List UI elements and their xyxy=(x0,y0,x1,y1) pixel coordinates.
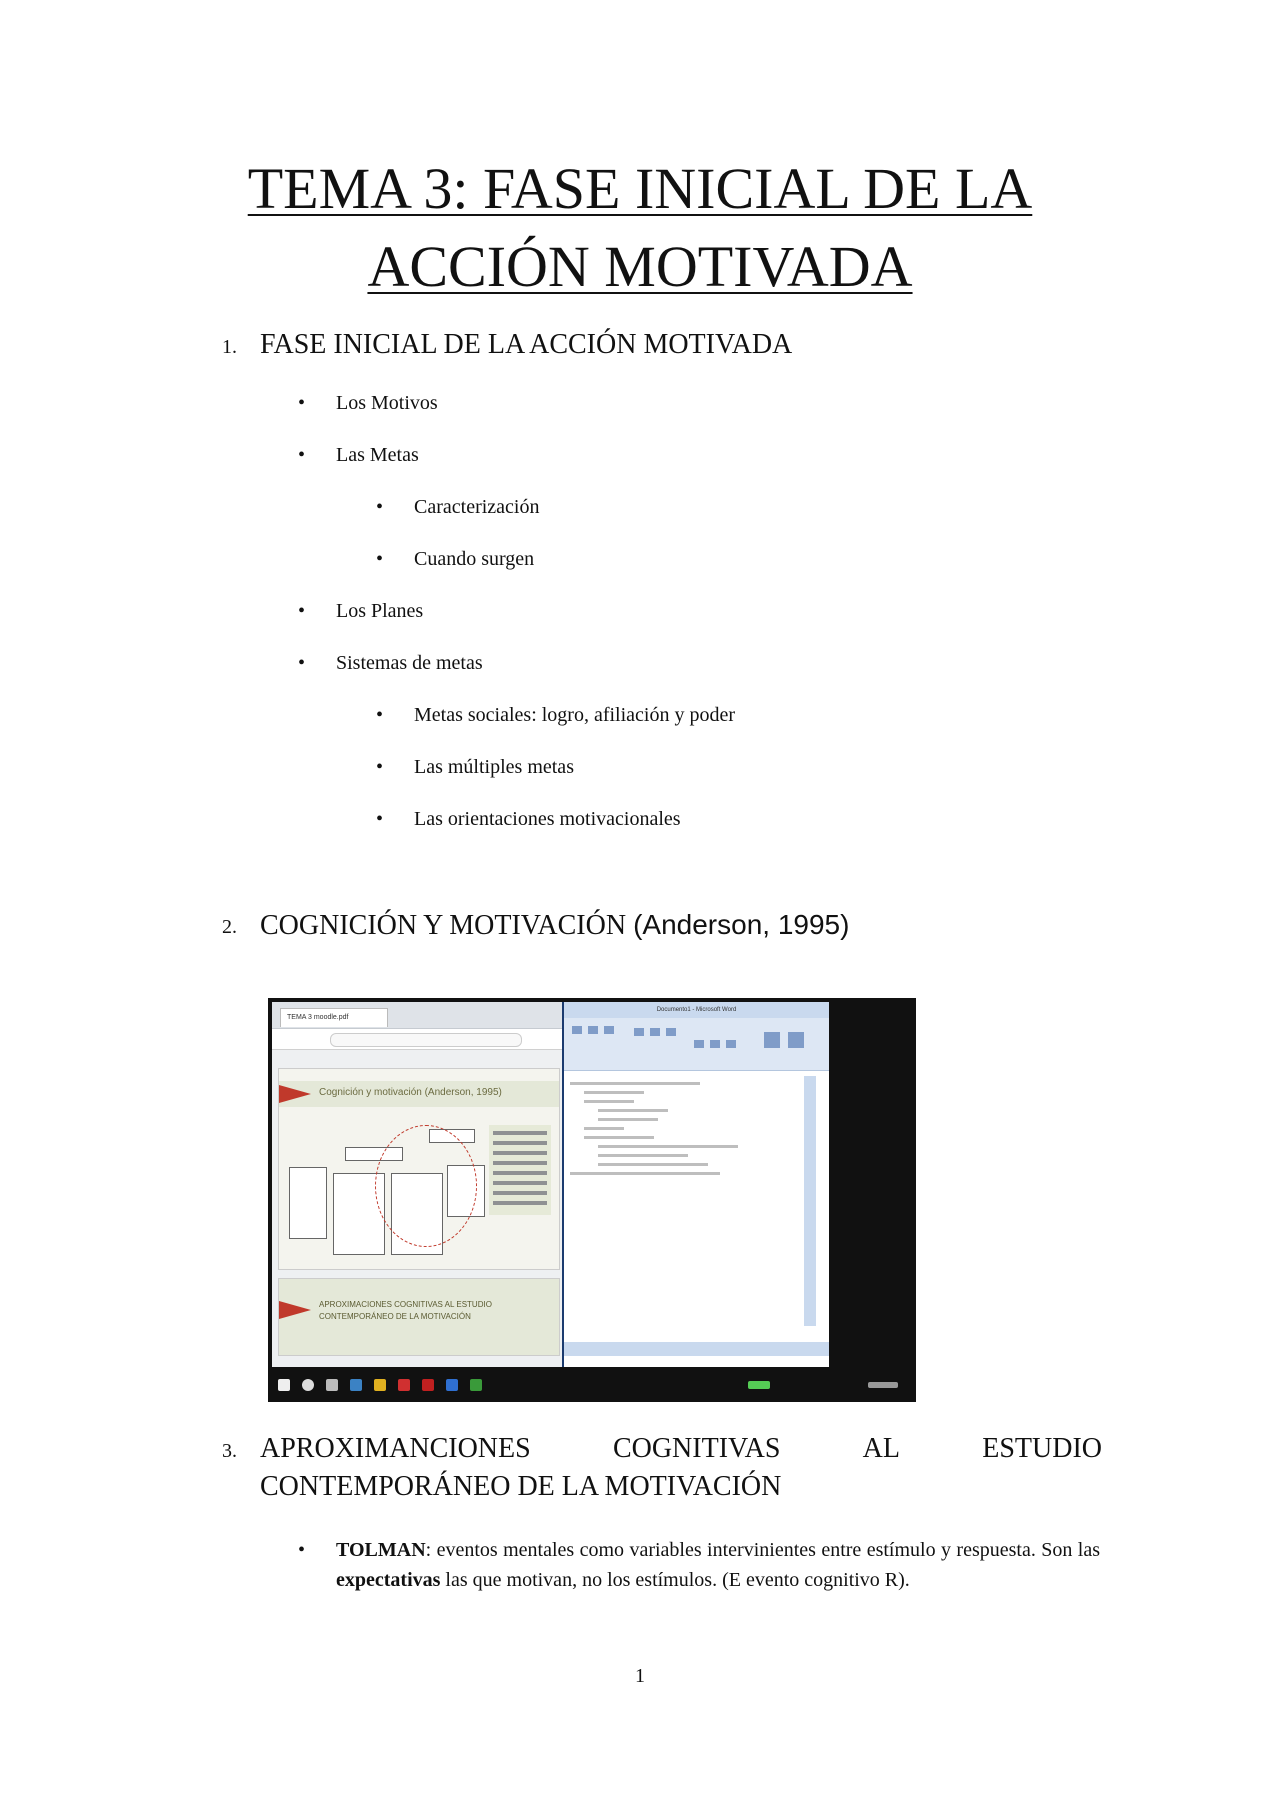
paragraph-part: : eventos mentales como variables intervinientes entre estímulo y respuesta. Son las xyxy=(425,1539,1100,1561)
bullet-icon: • xyxy=(376,548,384,570)
page-number: 1 xyxy=(635,1665,645,1687)
battery-icon xyxy=(748,1381,770,1389)
bullet-icon: • xyxy=(376,808,384,830)
bullet-icon: • xyxy=(376,496,384,518)
word-title-bar: Documento1 - Microsoft Word xyxy=(564,1002,829,1018)
list-item-label: Las Metas xyxy=(336,444,419,466)
bullet-icon: • xyxy=(298,652,306,674)
search-icon xyxy=(302,1379,314,1391)
slide-arrow-icon xyxy=(279,1085,311,1103)
address-input xyxy=(330,1033,522,1047)
page-title xyxy=(200,150,1080,306)
chrome-icon xyxy=(470,1379,482,1391)
section-title xyxy=(260,906,849,945)
browser-tab: TEMA 3 moodle.pdf xyxy=(280,1008,388,1027)
app-icon xyxy=(422,1379,434,1391)
word-document xyxy=(570,1076,800,1326)
list-item-label: Cuando surgen xyxy=(414,548,535,570)
slide-title: Cognición y motivación (Anderson, 1995) xyxy=(319,1087,502,1098)
list-item-label: Las orientaciones motivacionales xyxy=(414,808,681,830)
title-word: AL xyxy=(862,1433,900,1464)
word-icon xyxy=(446,1379,458,1391)
word-status-bar xyxy=(564,1342,829,1356)
list-item-label: Caracterización xyxy=(414,496,540,518)
list-item-label: Metas sociales: logro, afiliación y poder xyxy=(414,704,736,726)
title-line-1: TEMA 3: FASE INICIAL DE LA xyxy=(247,156,1033,221)
section-title-line-1 xyxy=(260,1430,1102,1468)
folder-icon xyxy=(374,1379,386,1391)
embedded-screenshot xyxy=(268,998,916,1402)
list-item-label: Los Planes xyxy=(336,600,424,622)
term-expectativas: expectativas xyxy=(336,1569,441,1591)
word-ribbon xyxy=(564,1018,829,1071)
section-title-line-2: CONTEMPORÁNEO DE LA MOTIVACIÓN xyxy=(260,1471,782,1502)
bullet-icon: • xyxy=(376,756,384,778)
task-view-icon xyxy=(326,1379,338,1391)
edge-icon xyxy=(350,1379,362,1391)
section-number: 2. xyxy=(222,916,237,938)
bullet-icon: • xyxy=(298,444,306,466)
section-number: 3. xyxy=(222,1440,237,1462)
bullet-icon: • xyxy=(376,704,384,726)
slide-side-note xyxy=(489,1125,551,1215)
app-icon xyxy=(398,1379,410,1391)
word-scrollbar xyxy=(804,1076,816,1326)
diagram-box xyxy=(289,1167,327,1239)
title-word: COGNITIVAS xyxy=(612,1433,781,1464)
slide-cognicion xyxy=(278,1068,560,1270)
section-title-reference: (Anderson, 1995) xyxy=(633,909,850,940)
highlight-circle xyxy=(375,1125,477,1247)
word-window xyxy=(562,1002,829,1367)
paragraph-text xyxy=(336,1535,1100,1595)
list-item-label: Sistemas de metas xyxy=(336,652,483,674)
title-word: APROXIMANCIONES xyxy=(260,1433,531,1464)
section-title: FASE INICIAL DE LA ACCIÓN MOTIVADA xyxy=(260,329,793,360)
list-item-label: Los Motivos xyxy=(336,392,438,414)
clock-icon xyxy=(868,1382,898,1388)
section-title-main: COGNICIÓN Y MOTIVACIÓN xyxy=(260,910,627,941)
list-item-label: Las múltiples metas xyxy=(414,756,574,778)
bullet-icon: • xyxy=(298,1539,306,1561)
slide-caption: APROXIMACIONES COGNITIVAS AL ESTUDIO CONTEMPORÁNEO DE LA MOTIVACIÓN xyxy=(319,1300,492,1321)
bullet-icon: • xyxy=(298,600,306,622)
section-number: 1. xyxy=(222,336,237,358)
list-item xyxy=(298,1535,1100,1595)
title-line-2: ACCIÓN MOTIVADA xyxy=(367,234,913,299)
title-word: ESTUDIO xyxy=(982,1433,1102,1464)
paragraph-part: las que motivan, no los estímulos. (E evento cognitivo R). xyxy=(440,1569,910,1591)
windows-taskbar xyxy=(268,1370,916,1402)
section-title xyxy=(260,1430,1102,1506)
bullet-icon: • xyxy=(298,392,306,414)
start-icon xyxy=(278,1379,290,1391)
slide-aproximaciones xyxy=(278,1278,560,1356)
browser-window xyxy=(272,1002,827,1367)
term-tolman: TOLMAN xyxy=(336,1539,426,1561)
slide-arrow-icon xyxy=(279,1301,311,1319)
